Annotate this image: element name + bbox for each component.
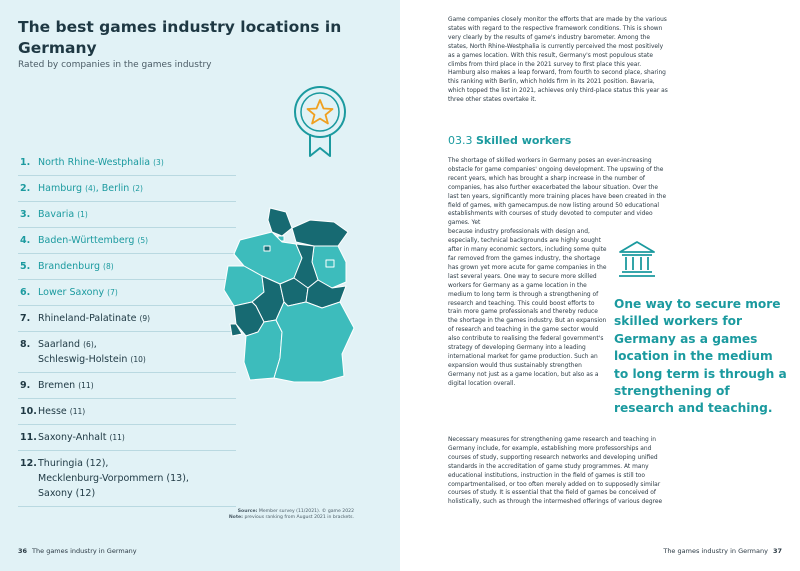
ranking-item xyxy=(18,280,236,306)
rank-number: 4. xyxy=(20,235,31,246)
page-subtitle: Rated by companies in the games industry xyxy=(18,60,212,70)
ranking-item xyxy=(18,332,236,373)
state-name: Saarland xyxy=(38,339,81,350)
germany-map xyxy=(222,206,362,386)
rank-label xyxy=(38,456,189,501)
source-text: Member survey (11/2021). © game 2022 xyxy=(257,509,354,514)
rank-label xyxy=(38,311,150,326)
rank-label xyxy=(38,155,164,170)
rank-label xyxy=(38,207,88,222)
previous-rank: (10) xyxy=(130,355,146,364)
previous-rank: (2) xyxy=(132,184,143,193)
source-label: Source: xyxy=(237,509,258,514)
state-name: Rhineland-Palatinate xyxy=(38,313,137,324)
state-name: Saxony-Anhalt xyxy=(38,432,107,443)
section-heading xyxy=(448,134,571,147)
previous-rank: (4) xyxy=(85,184,96,193)
note-label: Note: xyxy=(228,515,243,520)
ranking-item xyxy=(18,306,236,332)
rank-number: 12. xyxy=(20,458,37,469)
state-name: Thuringia (12), Mecklenburg-Vorpommern (13), Saxony (12) xyxy=(38,458,189,499)
ranking-item xyxy=(18,228,236,254)
state-name: Lower Saxony xyxy=(38,287,108,298)
rank-number: 3. xyxy=(20,209,31,220)
state-name: , Schleswig-Holstein xyxy=(38,339,128,365)
rank-label xyxy=(38,430,125,445)
state-name: North Rhine-Westphalia xyxy=(38,157,151,168)
previous-rank: (1) xyxy=(77,210,88,219)
rank-label xyxy=(38,259,114,274)
rank-number: 8. xyxy=(20,339,31,350)
pull-quote: One way to secure more skilled workers for Germany as a games location in the medium to long term is through a strengthening of research and teaching. xyxy=(614,297,787,416)
rank-number: 11. xyxy=(20,432,37,443)
ranking-item xyxy=(18,425,236,451)
rank-number: 5. xyxy=(20,261,31,272)
previous-rank: (5) xyxy=(137,236,149,245)
rank-label xyxy=(38,181,143,196)
rank-number: 10. xyxy=(20,406,37,417)
university-building-icon xyxy=(616,238,658,280)
ranking-item xyxy=(18,451,236,507)
ranking-item xyxy=(18,150,236,176)
page-number-left: 36 xyxy=(18,547,28,555)
previous-rank: (7) xyxy=(107,288,118,297)
state-name: Baden-Württemberg xyxy=(38,235,135,246)
state-name: Bremen xyxy=(38,380,76,391)
rank-number: 2. xyxy=(20,183,31,194)
rank-label xyxy=(38,285,118,300)
note-text: previous ranking from August 2021 in brackets. xyxy=(242,515,354,520)
ranking-item xyxy=(18,176,236,202)
rank-number: 9. xyxy=(20,380,31,391)
previous-rank: (8) xyxy=(103,262,114,271)
star-medal-icon xyxy=(292,84,348,158)
section-title: Skilled workers xyxy=(476,134,572,147)
state-name: Brandenburg xyxy=(38,261,100,272)
rank-label xyxy=(38,378,94,393)
state-name: Bavaria xyxy=(38,209,75,220)
footer-text-right: The games industry in Germany xyxy=(663,547,768,555)
rank-number: 6. xyxy=(20,287,31,298)
body-paragraph-2: Necessary measures for strengthening game research and teaching in Germany include, for example, establishing more professorships and courses of study, supporting research networks and developing unified standards in the accreditation of game study programmes. At many educational institutions, instruction in the field of games is still too compartmentalised, or too often merely added on to supposedly similar courses of study. It is essential that the field of games be conceived of holistically, such as through the intermeshed offerings of various degree xyxy=(448,437,663,506)
body-paragraph-1-continued: because industry professionals with design and, especially, technical backgrounds are highly sought after in many economic sectors, including some quite far removed from the games industry, the shortage has grown yet more acute for game companies in the last several years. One way to secure more skilled workers for Germany as a game location in the medium to long term is through a strengthening of research and teaching. This could boost efforts to train more game professionals and thereby reduce the shortage in the games industry. But an expansion of research and teaching in the game sector would also contribute to realising the federal government's strategy of developing Germany into a leading international market for game production. Such an expansion would thus sustainably strengthen Germany not just as a game location, but also as a digital location overall. xyxy=(448,229,607,387)
body-paragraph-1: The shortage of skilled workers in Germany poses an ever-increasing obstacle for game companies' ongoing development. The upswing of the recent years, which has brought a sharp increase in the number of companies, has also further exacerbated the labour situation. Over the last ten years, significantly more training places have been created in the field of games, with gamecampus.de now listing around 50 educational establishments with courses of study devoted to computer and video games. Yet xyxy=(448,158,667,227)
rank-label xyxy=(38,233,148,248)
previous-rank: (6) xyxy=(83,340,94,349)
intro-paragraph: Game companies closely monitor the efforts that are made by the various states with regard to the respective framework conditions. This is shown very clearly by the results of game's industry barometer. Among the states, North Rhine-Westphalia is currently perceived the most positively as a games location. With this result, Germany's most populous state climbs from third place in the 2021 survey to first place this year. Hamburg also makes a leap forward, from fourth to second place, sharing this ranking with Berlin, which holds firm in its 2021 position. Bavaria, which topped the list in 2021, achieves only third-place status this year as three other states overtake it. xyxy=(448,17,668,104)
footer-right xyxy=(663,547,782,555)
state-name: Hamburg xyxy=(38,183,83,194)
page-title: The best games industry locations in Germany xyxy=(18,18,342,57)
previous-rank: (9) xyxy=(139,314,151,323)
previous-rank: (11) xyxy=(109,433,125,442)
rank-label xyxy=(38,404,85,419)
state-name: , Berlin xyxy=(95,183,130,194)
ranking-item xyxy=(18,399,236,425)
previous-rank: (11) xyxy=(78,381,94,390)
page-number-right: 37 xyxy=(772,547,782,555)
ranking-item xyxy=(18,373,236,399)
ranking-list xyxy=(18,150,236,507)
footer-left xyxy=(18,547,137,555)
previous-rank: (3) xyxy=(153,158,164,167)
ranking-item xyxy=(18,202,236,228)
right-page xyxy=(400,0,800,571)
footer-text-left: The games industry in Germany xyxy=(32,547,137,555)
rank-number: 7. xyxy=(20,313,31,324)
ranking-item xyxy=(18,254,236,280)
rank-number: 1. xyxy=(20,157,31,168)
section-number: 03.3 xyxy=(448,134,476,147)
rank-label xyxy=(38,337,146,367)
previous-rank: (11) xyxy=(69,407,86,416)
state-name: Hesse xyxy=(38,406,67,417)
source-note xyxy=(190,509,354,521)
